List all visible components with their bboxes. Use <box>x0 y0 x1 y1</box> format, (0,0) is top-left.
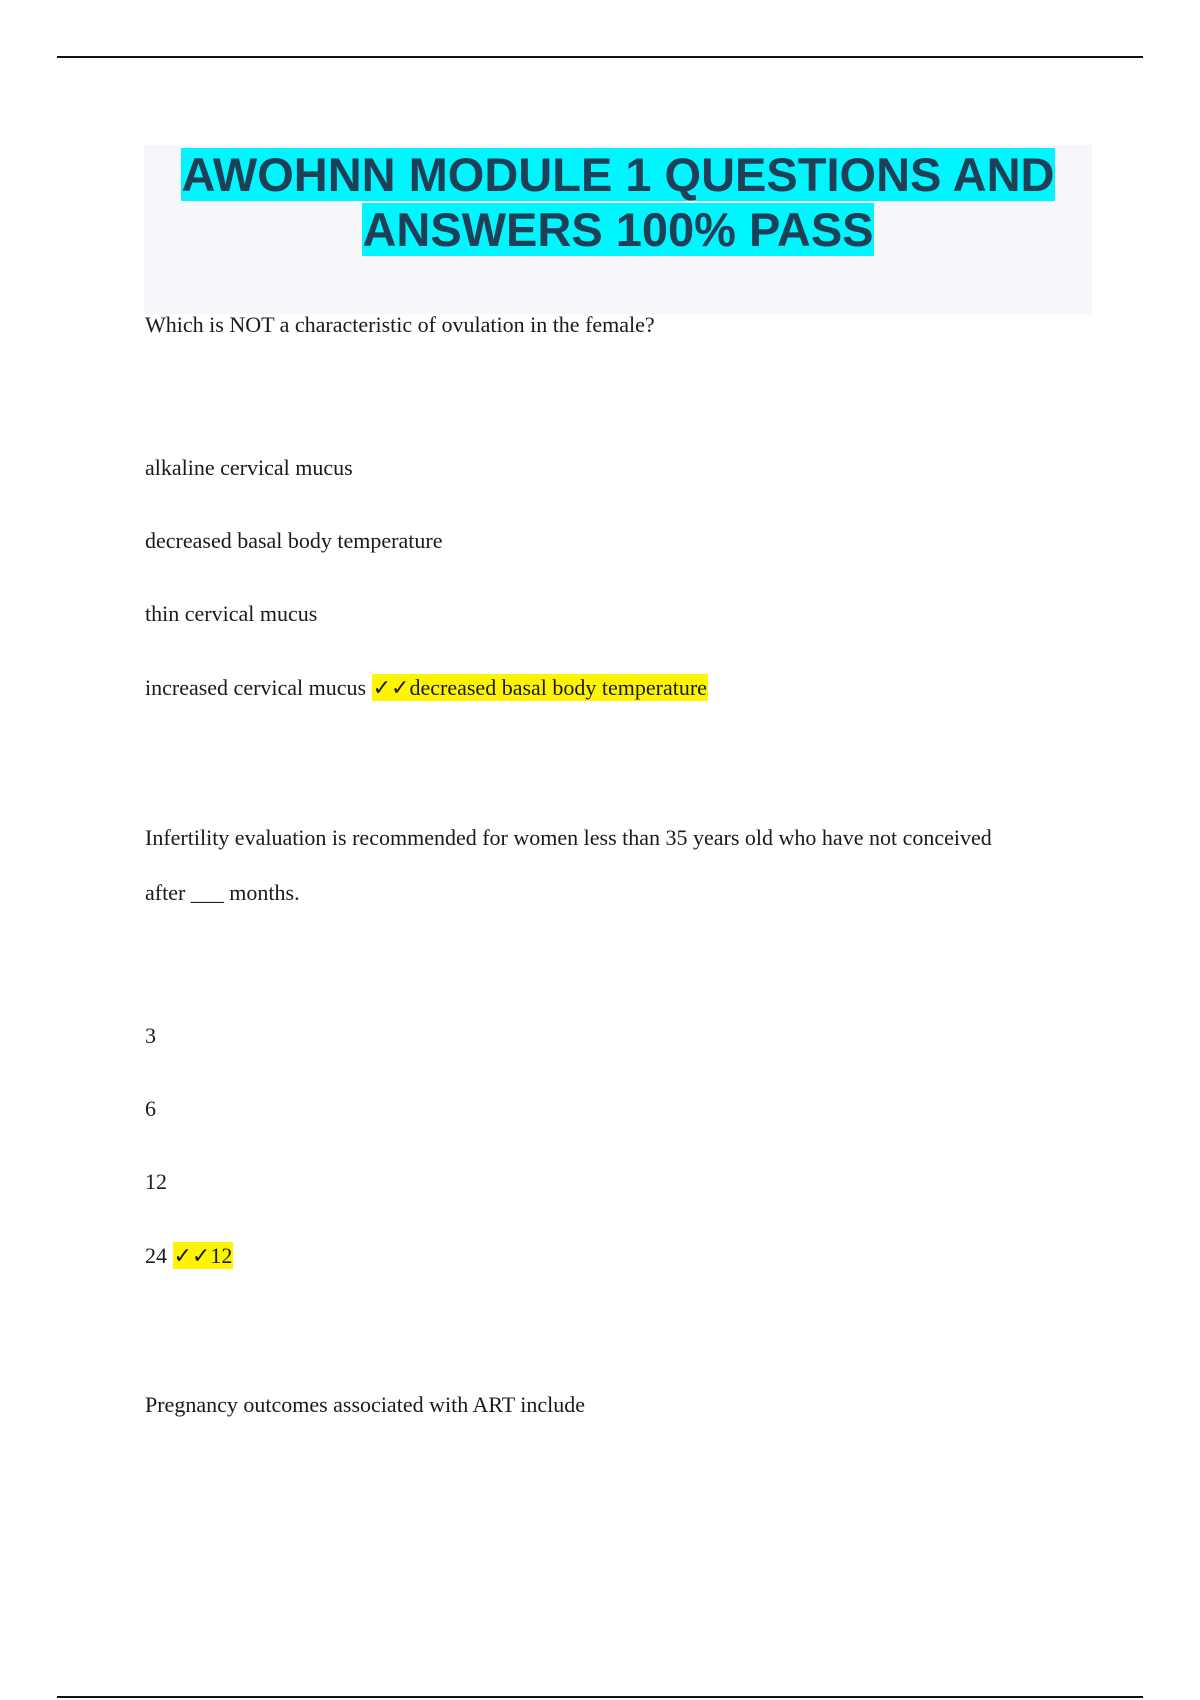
question-2-option-2: 6 <box>145 1096 156 1121</box>
question-1-option-2: decreased basal body temperature <box>145 528 443 553</box>
question-2-prompt-line-2: after ___ months. <box>145 880 300 905</box>
question-1-last-line <box>145 674 708 702</box>
question-1-option-1: alkaline cervical mucus <box>145 455 353 480</box>
question-2-prompt-line-1: Infertility evaluation is recommended for women less than 35 years old who have not conceived <box>145 825 992 850</box>
question-2-last-line <box>145 1242 233 1270</box>
question-1-option-4: increased cervical mucus <box>145 675 367 700</box>
question-2-option-4: 24 <box>145 1243 167 1268</box>
question-2-option-3: 12 <box>145 1169 167 1194</box>
document-title-text: AWOHNN MODULE 1 QUESTIONS AND ANSWERS 100% PASS <box>181 148 1055 256</box>
question-1-prompt: Which is NOT a characteristic of ovulation in the female? <box>145 312 655 337</box>
document-title <box>144 145 1092 257</box>
question-3-prompt: Pregnancy outcomes associated with ART include <box>145 1392 586 1417</box>
question-1-option-3: thin cervical mucus <box>145 601 318 626</box>
bottom-rule <box>57 1696 1143 1698</box>
question-1-answer: ✓✓decreased basal body temperature <box>372 675 707 700</box>
title-block <box>144 145 1092 314</box>
question-2-option-1: 3 <box>145 1023 156 1048</box>
top-rule <box>57 56 1143 58</box>
question-2-answer: ✓✓12 <box>173 1243 233 1268</box>
